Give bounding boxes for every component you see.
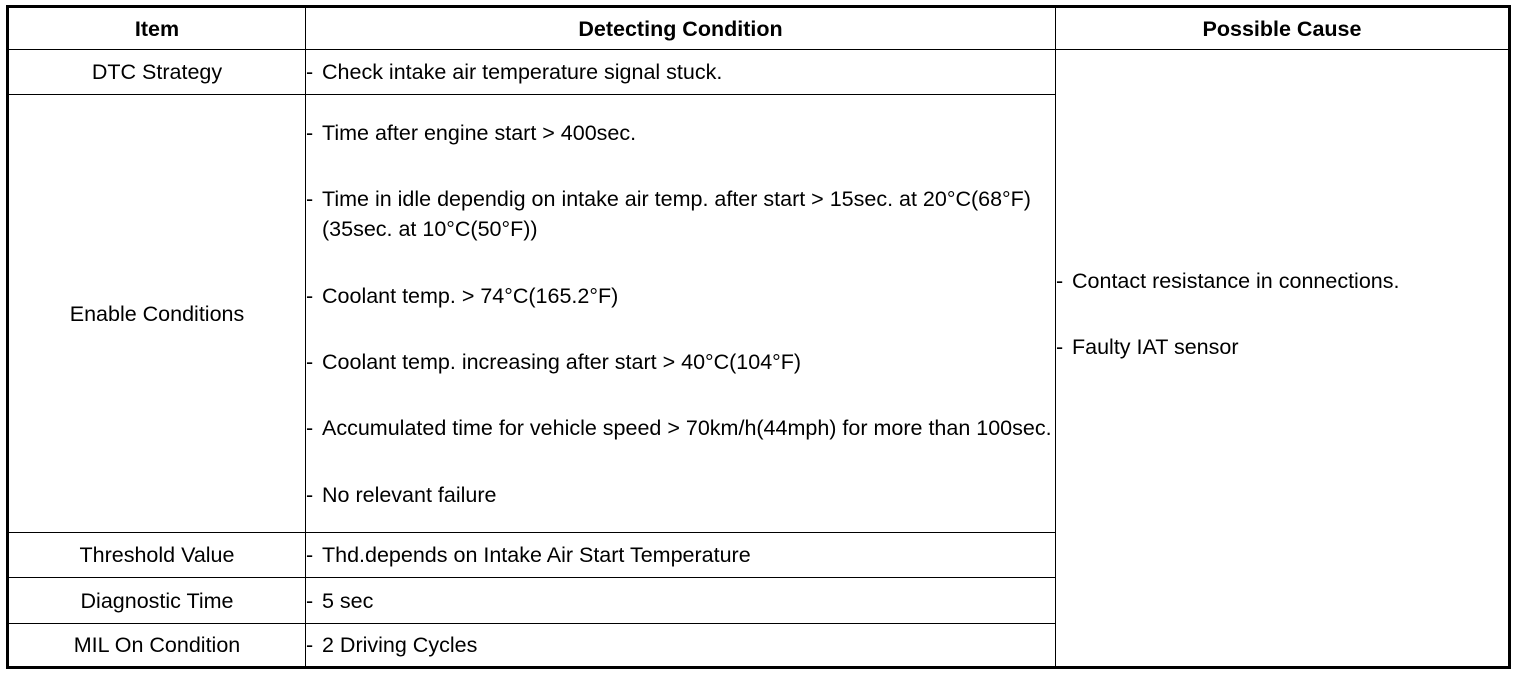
possible-cause-text: Faulty IAT sensor xyxy=(1072,335,1239,359)
enable-condition-item xyxy=(306,480,1055,510)
enable-conditions-list xyxy=(306,118,1055,510)
bullet-dash: - xyxy=(306,120,314,145)
header-item: Item xyxy=(8,7,306,50)
bullet-dash: - xyxy=(306,186,314,211)
bullet-dash: - xyxy=(306,588,314,613)
enable-condition-item xyxy=(306,118,1055,148)
bullet-dash: - xyxy=(306,633,314,657)
enable-condition-text: No relevant failure xyxy=(322,482,497,507)
condition-threshold-value xyxy=(306,533,1056,578)
possible-cause-list xyxy=(1056,266,1508,362)
possible-cause-cell xyxy=(1056,50,1510,668)
enable-condition-item xyxy=(306,347,1055,377)
enable-condition-item xyxy=(306,184,1055,244)
enable-condition-text: Coolant temp. increasing after start > 40°C(104°F) xyxy=(322,349,802,374)
condition-diagnostic-time xyxy=(306,578,1056,624)
condition-text: Thd.depends on Intake Air Start Temperature xyxy=(322,543,751,567)
item-dtc-strategy: DTC Strategy xyxy=(8,50,306,95)
enable-condition-text: Accumulated time for vehicle speed > 70km/h(44mph) for more than 100sec. xyxy=(322,415,1052,440)
bullet-dash: - xyxy=(1056,269,1064,293)
condition-text: Check intake air temperature signal stuck. xyxy=(322,60,723,84)
enable-condition-text: Time in idle dependig on intake air temp. after start > 15sec. at 20°C(68°F) (35sec. at 10°C(50°F)) xyxy=(322,186,1031,241)
condition-enable-conditions xyxy=(306,95,1056,533)
condition-mil-on-condition xyxy=(306,624,1056,668)
possible-cause-item xyxy=(1056,332,1508,362)
enable-condition-item xyxy=(306,413,1055,443)
enable-condition-text: Coolant temp. > 74°C(165.2°F) xyxy=(322,283,619,308)
condition-text: 2 Driving Cycles xyxy=(322,633,478,657)
bullet-dash: - xyxy=(306,283,314,308)
possible-cause-text: Contact resistance in connections. xyxy=(1072,269,1400,293)
bullet-dash: - xyxy=(306,482,314,507)
enable-condition-text: Time after engine start > 400sec. xyxy=(322,120,637,145)
item-mil-on-condition: MIL On Condition xyxy=(8,624,306,668)
bullet-dash: - xyxy=(306,415,314,440)
dtc-table xyxy=(6,5,1511,669)
bullet-dash: - xyxy=(306,60,314,84)
bullet-dash: - xyxy=(1056,335,1064,359)
item-threshold-value: Threshold Value xyxy=(8,533,306,578)
condition-text: 5 sec xyxy=(322,588,374,613)
enable-condition-item xyxy=(306,281,1055,311)
header-possible-cause: Possible Cause xyxy=(1056,7,1510,50)
item-enable-conditions: Enable Conditions xyxy=(8,95,306,533)
item-diagnostic-time: Diagnostic Time xyxy=(8,578,306,624)
header-detecting-condition: Detecting Condition xyxy=(306,7,1056,50)
bullet-dash: - xyxy=(306,543,314,567)
row-dtc-strategy xyxy=(8,50,1510,95)
bullet-dash: - xyxy=(306,349,314,374)
condition-dtc-strategy xyxy=(306,50,1056,95)
table-header-row xyxy=(8,7,1510,50)
possible-cause-item xyxy=(1056,266,1508,296)
